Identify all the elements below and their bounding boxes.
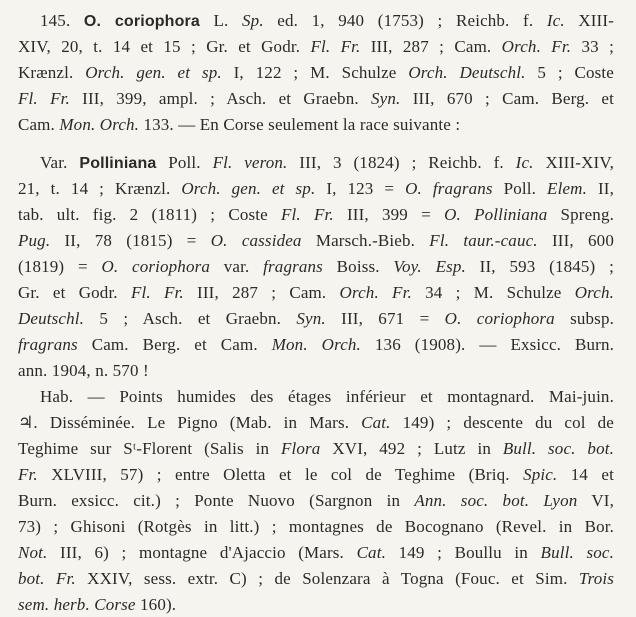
text-line	[0, 594, 636, 616]
italic-citation: fragrans	[263, 257, 323, 276]
italic-citation: Mon. Orch.	[271, 335, 361, 354]
line-content	[18, 36, 614, 58]
text-segment: 145.	[40, 11, 84, 30]
text-line	[0, 62, 636, 84]
text-line	[0, 178, 636, 200]
text-segment: III, 287 ; Cam.	[183, 283, 340, 302]
text-line	[0, 230, 636, 252]
text-segment: Burn. exsicc. cit.) ; Ponte Nuovo (Sargnon in	[18, 491, 415, 510]
text-segment: 149) ; descente du col de	[390, 413, 614, 432]
italic-citation: Elem.	[547, 179, 587, 198]
text-line	[0, 204, 636, 226]
text-segment: XXIV, sess. extr. C) ; de Solenzara à Togna (Fouc. et Sim.	[75, 569, 579, 588]
text-segment: 73) ; Ghisoni (Rotgès in litt.) ; montagnes de Bocognano (Revel. in Bor.	[18, 517, 614, 536]
italic-citation: Fl. taur.-cauc.	[429, 231, 538, 250]
text-segment: 136 (1908). — Exsicc. Burn.	[360, 335, 614, 354]
text-segment: Marsch.-Bieb.	[301, 231, 430, 250]
italic-citation: O. fragrans	[405, 179, 493, 198]
line-content	[18, 308, 614, 330]
line-content	[18, 412, 614, 434]
italic-citation: fragrans	[18, 335, 78, 354]
line-content	[18, 464, 614, 486]
text-line	[0, 334, 636, 356]
line-content	[18, 334, 614, 356]
taxon-name: O. coriophora	[83, 13, 200, 30]
text-segment: 160).	[135, 595, 177, 614]
line-content	[18, 230, 614, 252]
italic-citation: Orch. Deutschl.	[408, 63, 526, 82]
text-segment: 33 ;	[571, 37, 614, 56]
text-line	[0, 490, 636, 512]
text-line	[0, 360, 636, 382]
text-line	[0, 412, 636, 434]
italic-citation: Sp.	[242, 11, 264, 30]
italic-citation: bot. Fr.	[18, 569, 76, 588]
italic-citation: Orch.	[574, 283, 615, 302]
line-content	[40, 152, 614, 175]
line-content	[18, 361, 149, 380]
text-line	[0, 438, 636, 460]
italic-citation: Fr.	[18, 465, 38, 484]
text-segment: XIV, 20, t. 14 et 15 ; Gr. et Godr.	[18, 37, 311, 56]
italic-citation: Deutschl.	[18, 309, 85, 328]
text-segment: 149 ; Boullu in	[385, 543, 541, 562]
text-segment: tab. ult. fig. 2 (1811) ; Coste	[18, 205, 281, 224]
text-segment: 34 ; M. Schulze	[411, 283, 575, 302]
text-segment: Gr. et Godr.	[18, 283, 131, 302]
text-segment: ann. 1904, n. 570 !	[18, 361, 149, 380]
italic-citation: Ann. soc. bot. Lyon	[414, 491, 578, 510]
italic-citation: Fl. Fr.	[281, 205, 334, 224]
text-segment: Cam.	[18, 115, 60, 134]
italic-citation: Fl. Fr.	[18, 89, 70, 108]
italic-citation: Flora	[280, 439, 321, 458]
italic-citation: Bull. soc. bot.	[502, 439, 614, 458]
text-segment: ♃. Disséminée. Le Pigno (Mab. in Mars.	[18, 413, 362, 432]
text-segment: 5 ; Asch. et Graebn.	[84, 309, 297, 328]
italic-citation: Spic.	[523, 465, 558, 484]
line-content	[18, 438, 614, 460]
line-content	[18, 115, 460, 134]
text-line	[0, 542, 636, 564]
text-line	[0, 10, 636, 33]
text-segment: Cam. Berg. et Cam.	[77, 335, 272, 354]
text-segment: Hab. — Points humides des étages inférieur et montagnard. Mai-juin.	[40, 387, 614, 406]
italic-citation: Trois	[578, 569, 614, 588]
text-segment: XVI, 492 ; Lutz in	[320, 439, 503, 458]
text-segment: Poll.	[492, 179, 548, 198]
line-content	[18, 490, 614, 512]
text-segment: III, 600	[537, 231, 614, 250]
text-segment: L.	[199, 11, 243, 30]
text-segment: 5 ; Coste	[525, 63, 615, 82]
text-segment: ed. 1, 940 (1753) ; Reichb. f.	[263, 11, 547, 30]
italic-citation: Bull. soc.	[540, 543, 614, 562]
text-segment: VI,	[577, 491, 614, 510]
italic-citation: Voy. Esp.	[393, 257, 466, 276]
text-line	[0, 36, 636, 58]
text-segment: subsp.	[554, 309, 615, 328]
text-segment: XIII-XIV,	[533, 153, 614, 172]
text-segment: II, 593 (1845) ;	[465, 257, 614, 276]
text-line	[0, 386, 636, 408]
italic-citation: O. coriophora	[101, 257, 211, 276]
text-segment: XIII-	[564, 11, 614, 30]
line-content	[18, 542, 614, 564]
text-segment: III, 399 =	[333, 205, 445, 224]
italic-citation: Pug.	[18, 231, 51, 250]
text-line	[0, 568, 636, 590]
text-segment: Teghime sur Sᵗ-Florent (Salis in	[18, 439, 281, 458]
italic-citation: Ic.	[515, 153, 534, 172]
line-content	[18, 204, 614, 226]
line-content	[18, 568, 614, 590]
line-content	[18, 256, 614, 278]
text-segment: III, 399, ampl. ; Asch. et Graebn.	[69, 89, 372, 108]
text-segment: Spreng.	[547, 205, 614, 224]
text-line	[0, 464, 636, 486]
text-segment: II,	[586, 179, 614, 198]
text-line	[0, 88, 636, 110]
italic-citation: Mon. Orch.	[59, 115, 140, 134]
text-line	[0, 152, 636, 175]
text-segment: XLVIII, 57) ; entre Oletta et le col de Teghime (Briq.	[37, 465, 524, 484]
line-content	[18, 516, 614, 538]
text-line	[0, 282, 636, 304]
text-line	[0, 114, 636, 136]
text-segment: II, 78 (1815) =	[50, 231, 211, 250]
line-content	[18, 595, 176, 614]
text-segment: Poll.	[156, 153, 213, 172]
line-content	[18, 282, 614, 304]
italic-citation: Ic.	[546, 11, 565, 30]
italic-citation: Orch. gen. et sp.	[85, 63, 222, 82]
taxon-name: Polliniana	[79, 155, 157, 172]
line-content	[18, 178, 614, 200]
italic-citation: Syn.	[371, 89, 401, 108]
text-segment: III, 287 ; Cam.	[360, 37, 502, 56]
text-line	[0, 516, 636, 538]
italic-citation: O. coriophora	[444, 309, 555, 328]
text-segment: I, 122 ; M. Schulze	[221, 63, 409, 82]
text-segment: III, 6) ; montagne d'Ajaccio (Mars.	[47, 543, 357, 562]
italic-citation: sem. herb. Corse	[18, 595, 136, 614]
line-content	[18, 62, 614, 84]
line-content	[40, 386, 614, 408]
text-segment: Krænzl.	[18, 63, 86, 82]
italic-citation: Fl. Fr.	[130, 283, 184, 302]
text-line	[0, 308, 636, 330]
italic-citation: Syn.	[296, 309, 326, 328]
text-segment: (1819) =	[18, 257, 102, 276]
italic-citation: Cat.	[356, 543, 386, 562]
italic-citation: Orch. Fr.	[339, 283, 412, 302]
italic-citation: O. Polliniana	[444, 205, 548, 224]
text-segment: III, 3 (1824) ; Reichb. f.	[287, 153, 516, 172]
italic-citation: Orch. Fr.	[501, 37, 572, 56]
italic-citation: Orch. gen. et sp.	[181, 179, 316, 198]
italic-citation: O. cassidea	[210, 231, 302, 250]
text-segment: 21, t. 14 ; Krænzl.	[18, 179, 182, 198]
italic-citation: Fl. veron.	[212, 153, 288, 172]
text-segment: III, 671 =	[325, 309, 445, 328]
text-segment: III, 670 ; Cam. Berg. et	[400, 89, 614, 108]
text-segment: var.	[210, 257, 264, 276]
line-content	[40, 10, 614, 33]
italic-citation: Fl. Fr.	[310, 37, 361, 56]
text-line	[0, 256, 636, 278]
text-segment: 14 et	[557, 465, 614, 484]
italic-citation: Cat.	[361, 413, 391, 432]
italic-citation: Not.	[18, 543, 48, 562]
text-segment: I, 123 =	[315, 179, 406, 198]
line-content	[18, 88, 614, 110]
text-segment: Var.	[40, 153, 80, 172]
text-segment: 133. — En Corse seulement la race suivante :	[139, 115, 461, 134]
text-segment: Boiss.	[322, 257, 394, 276]
